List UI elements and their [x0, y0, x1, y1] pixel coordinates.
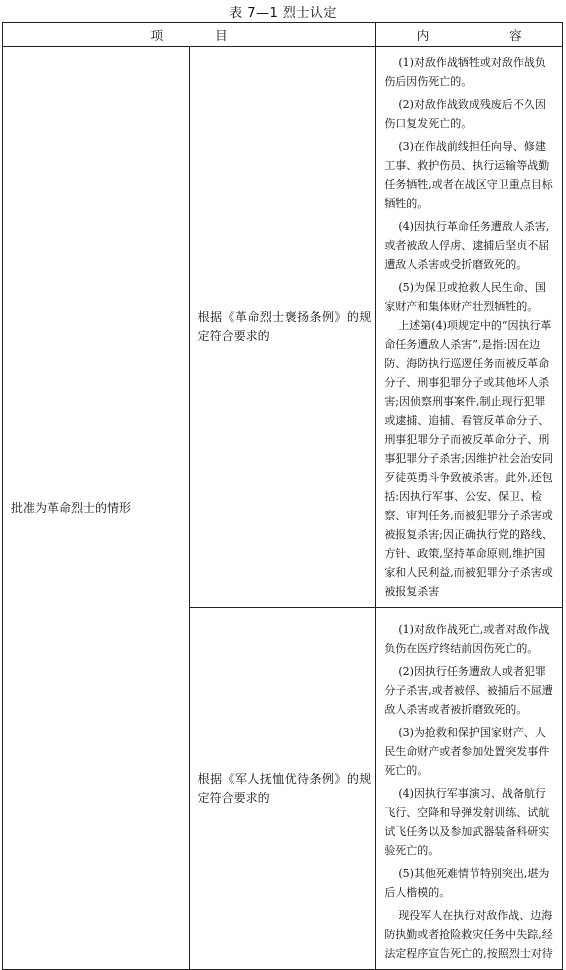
content-item: (2)因执行任务遭敌人或者犯罪分子杀害,或者被俘、被捕后不屈遭敌人杀害或者被折磨致死的。 [384, 665, 553, 716]
header-content-char-1: 内 [416, 27, 430, 43]
table-row-group-1 [3, 47, 563, 608]
content-note: 上述第(4)项规定中的“因执行革命任务遭敌人杀害”,是指:因在边防、海防执行巡逻任务而被反革命分子、刑事犯罪分子或其他坏人杀害;因侦察刑事案件,制止现行犯罪或逮捕、追捕、看管反革命分子、刑事犯罪分子而被反革命分子、刑事犯罪分子杀害;因维护社会治安同歹徒英勇斗争致被杀害。此外,还包括:因执行军事、公安、保卫、检察、审判任务,而被犯罪分子杀害或被报复杀害;因正确执行党的路线、方针、政策,坚持革命原则,维护国家和人民利益,而被犯罪分子杀害或被报复杀害 [384, 319, 554, 598]
header-item-char-1: 项 [150, 27, 164, 43]
table-caption: 表 7—1 烈士认定 [229, 6, 337, 21]
martyr-criteria-table [2, 22, 563, 970]
content-item: (5)其他死难情节特别突出,堪为后人楷模的。 [384, 867, 550, 899]
content-item: (1)对敌作战死亡,或者对敌作战负伤在医疗终结前因伤死亡的。 [384, 623, 550, 655]
header-item-char-2: 目 [215, 27, 228, 43]
category-cell: 批准为革命烈士的情形 [3, 47, 190, 970]
content-cell-2 [376, 608, 563, 970]
content-note: 现役军人在执行对敌作战、边海防执勤或者抢险救灾任务中失踪,经法定程序宣告死亡的,按照烈士对待 [384, 909, 553, 960]
content-item: (3)为抢救和保护国家财产、人民生命财产或者参加处置突发事件死亡的。 [384, 726, 550, 777]
basis-cell-2: 根据《军人抚恤优待条例》的规定符合要求的 [189, 608, 376, 970]
content-item: (5)为保卫或抢救人民生命、国家财产和集体财产壮烈牺牲的。 [384, 281, 546, 313]
content-item: (1)对敌作战牺牲或对敌作战负伤后因伤死亡的。 [384, 56, 546, 88]
content-item: (3)在作战前线担任向导、修建工事、救护伤员、执行运输等战勤任务牺牲,或者在战区守卫重点目标牺牲的。 [384, 140, 553, 210]
header-content-char-2: 容 [509, 27, 522, 43]
content-item: (2)对敌作战致成残废后不久因伤口复发死亡的。 [384, 98, 546, 130]
content-item: (4)因执行革命任务遭敌人杀害,或者被敌人俘虏、逮捕后坚贞不屈遭敌人杀害或受折磨致死的。 [384, 220, 550, 271]
header-content-cell [376, 23, 563, 47]
header-item-cell [3, 23, 376, 47]
content-item: (4)因执行军事演习、战备航行飞行、空降和导弹发射训练、试航试飞任务以及参加武器装备科研实验死亡的。 [384, 787, 550, 857]
table-header-row [3, 23, 563, 47]
basis-cell-1: 根据《革命烈士褒扬条例》的规定符合要求的 [189, 47, 376, 608]
content-cell-1 [376, 47, 563, 608]
